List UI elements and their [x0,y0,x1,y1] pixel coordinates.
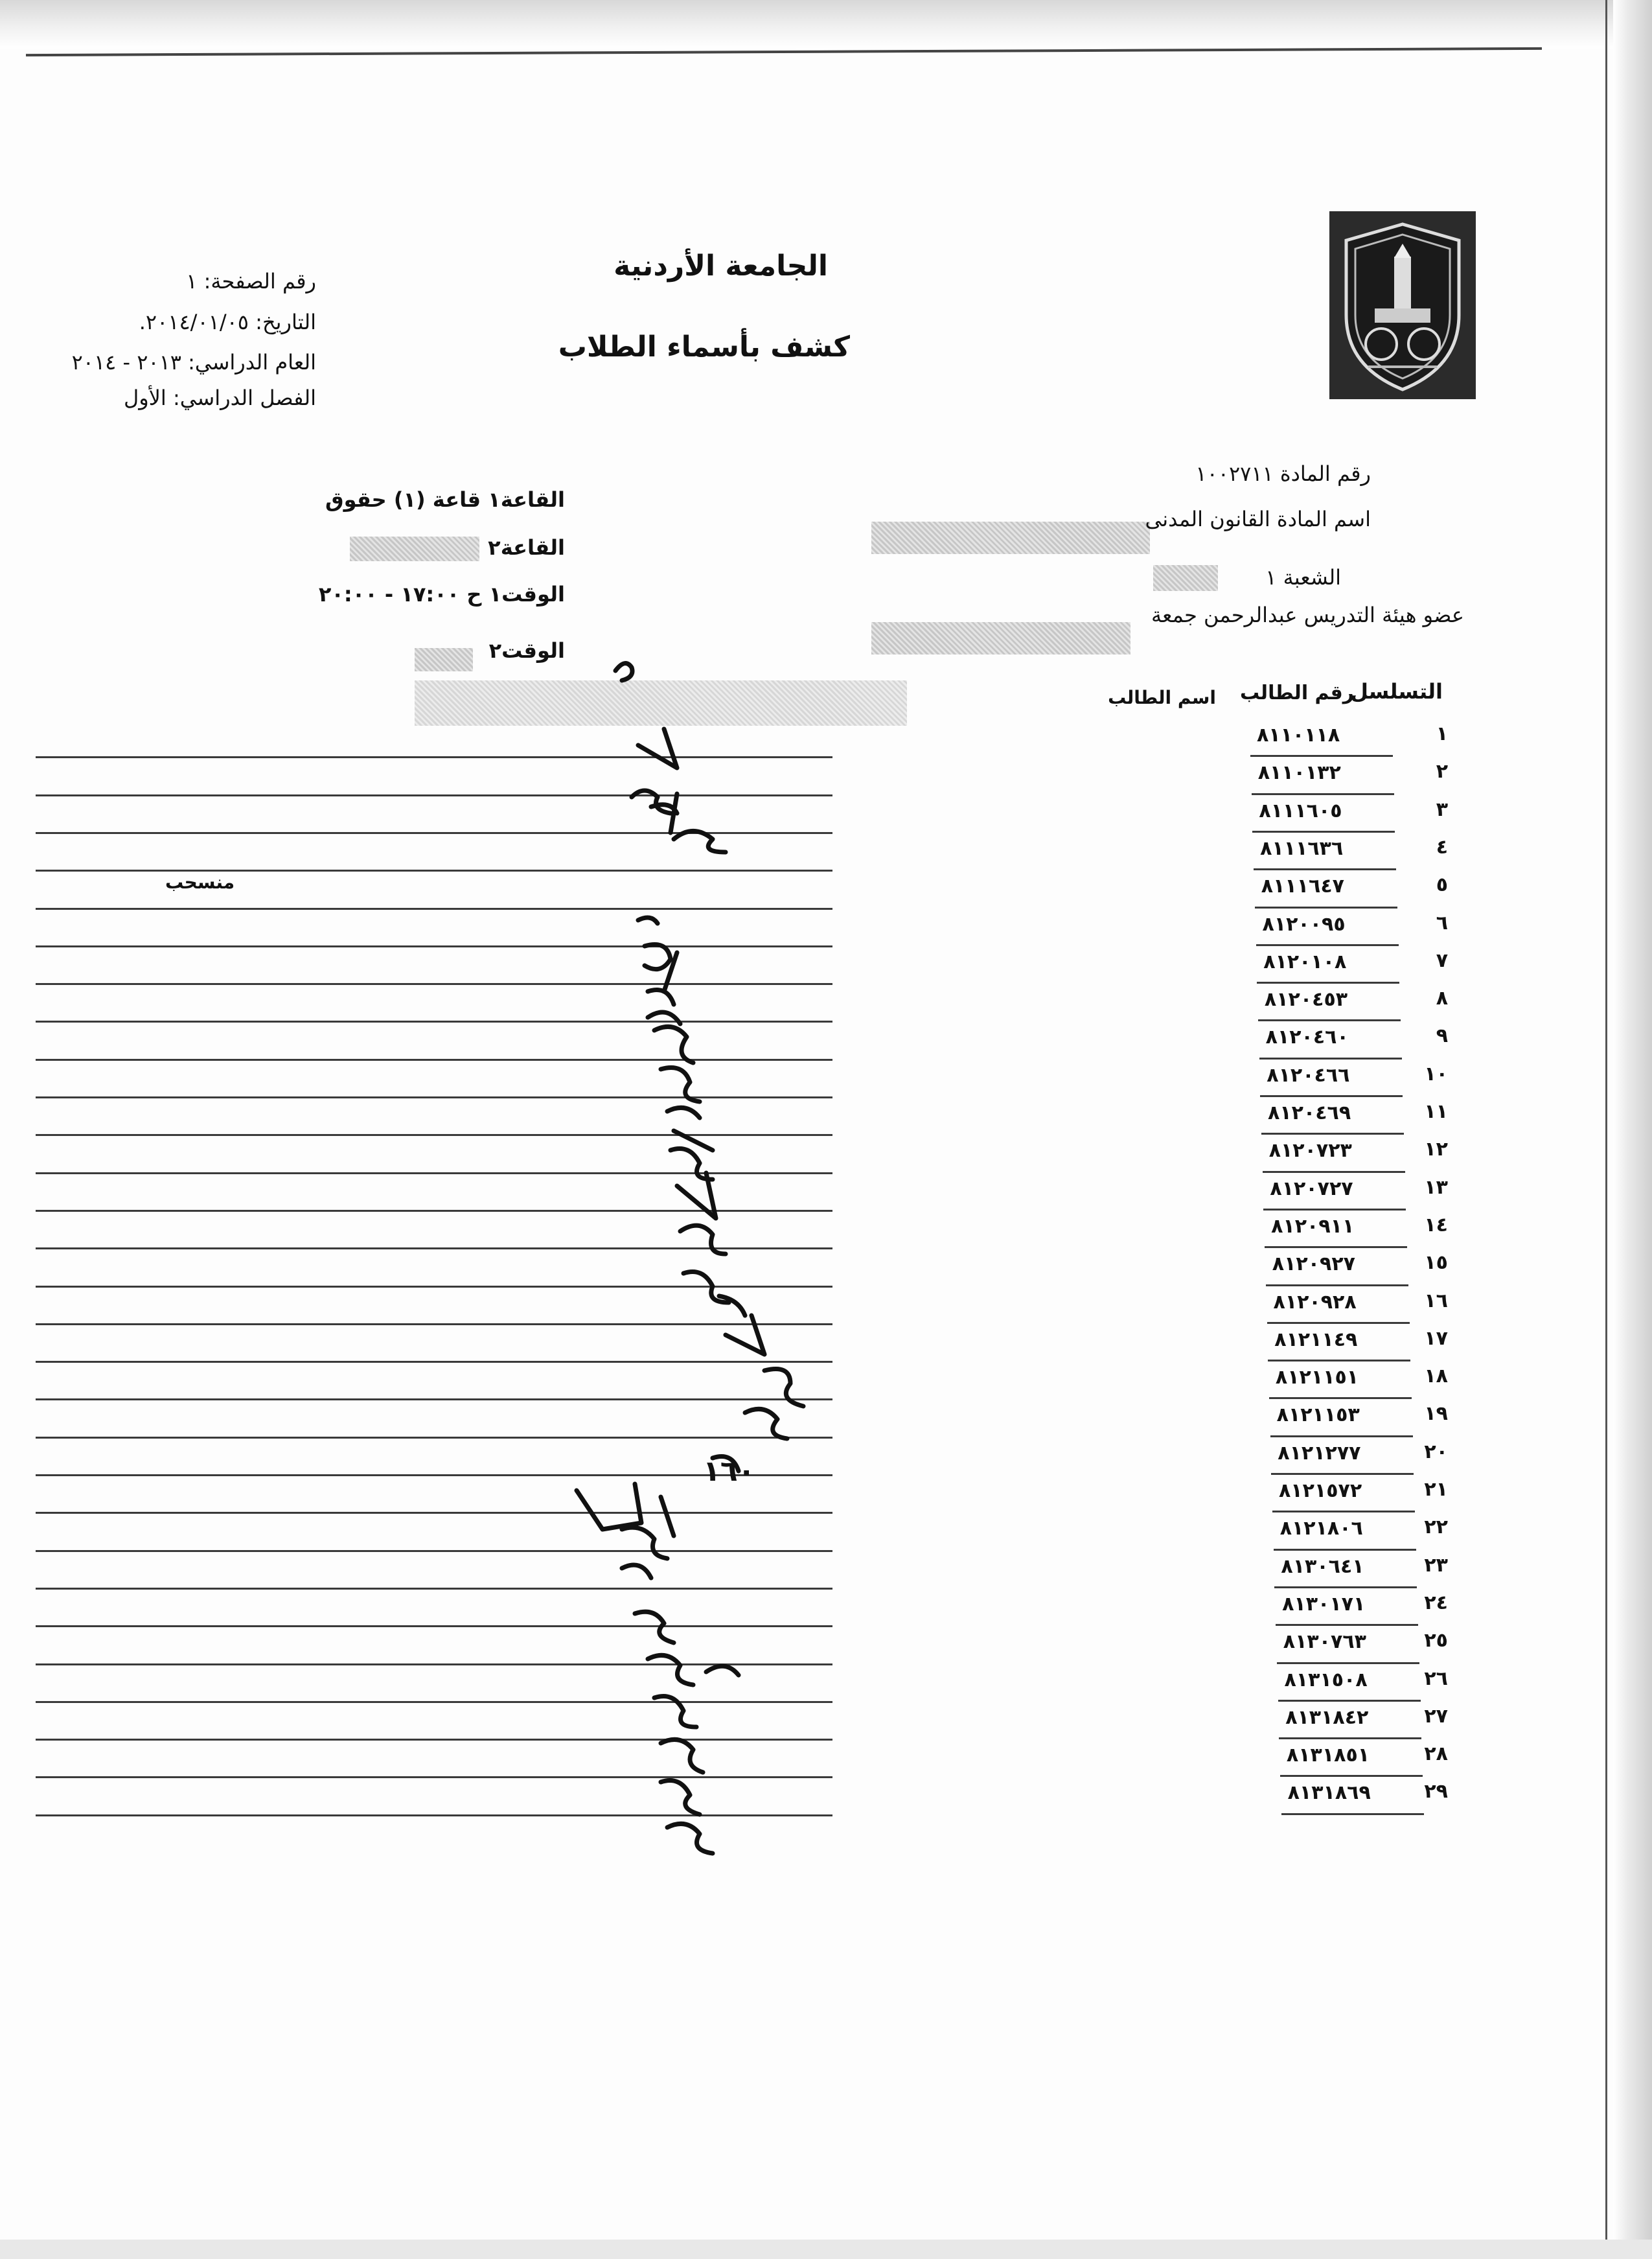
row-seq: ١٦ [1424,1289,1448,1312]
row-seq: ١٧ [1424,1326,1448,1350]
row-seq: ١٨ [1424,1365,1448,1388]
row-student-id: ٨١١١٦٣٦ [1260,837,1344,860]
row-seq: ٢٢ [1424,1516,1448,1539]
row-seq: ١١ [1424,1100,1448,1123]
row-seq: ١ [1436,723,1448,745]
row-seq: ٢٦ [1424,1667,1448,1690]
row-student-id: ٨١٢١١٥٣ [1276,1404,1360,1427]
time-2: الوقت٢ [488,638,565,663]
row-seq: ١٢ [1424,1138,1448,1161]
row-seq: ١٩ [1424,1402,1448,1426]
row-seq: ٢٧ [1424,1704,1448,1728]
course-name: اسم المادة القانون المدنى [1145,507,1371,531]
withdrawn-note: منسحب [165,872,235,893]
row-student-id: ٨١٢٠٩٢٨ [1273,1290,1357,1314]
row-seq: ٤ [1436,835,1448,859]
row-seq: ١٥ [1424,1251,1448,1275]
university-title: الجامعة الأردنية [614,249,828,283]
row-seq: ٢ [1436,760,1448,783]
row-seq: ٢٤ [1424,1591,1448,1614]
header-seq: التسلسل [1350,679,1443,704]
row-student-id: ٨١٣١٨٤٢ [1285,1706,1369,1729]
row-seq: ١٣ [1424,1176,1448,1199]
row-student-id: ٨١١٠١١٨ [1257,724,1340,747]
row-student-id: ٨١١١٦٤٧ [1261,875,1344,898]
row-seq: ٣ [1436,798,1448,821]
row-student-id: ٨١٢٠١٠٨ [1263,950,1347,973]
row-student-id: ٨١١١٦٠٥ [1259,799,1342,822]
semester: الفصل الدراسي: الأول [123,386,316,410]
row-student-id: ٨١٢١٥٧٢ [1279,1479,1362,1502]
row-student-id: ٨١٢٠٧٢٧ [1270,1177,1353,1200]
row-student-id: ٨١٢٠٠٩٥ [1262,912,1346,936]
row-student-id: ٨١٢١٨٠٦ [1279,1517,1363,1540]
row-student-id: ٨١٢٠٩٢٧ [1272,1253,1355,1276]
row-seq: ٢٠ [1424,1440,1448,1463]
row-seq: ٦ [1436,911,1448,934]
hall-1: القاعة١ قاعة (١) حقوق [325,487,565,512]
row-student-id: ٨١٣١٨٦٩ [1287,1781,1371,1805]
row-student-id: ٨١٢٠٤٦٩ [1268,1102,1351,1124]
row-student-id: ٨١٢٠٤٦٦ [1267,1063,1350,1087]
row-student-id: ٨١٢٠٤٦٠ [1265,1026,1349,1049]
hall-2: القاعة٢ [488,535,565,560]
row-student-id: ٨١٢١٢٧٧ [1278,1441,1361,1465]
row-student-id: ٨١٣٠٧٦٣ [1283,1630,1366,1654]
row-seq: ٥ [1436,874,1448,897]
row-student-id: ٨١٢١١٥١ [1275,1366,1359,1389]
course-instructor: عضو هيئة التدريس عبدالرحمن جمعة [1151,603,1464,627]
row-student-id: ٨١٣١٨٥١ [1286,1744,1370,1767]
row-student-id: ٨١١٠١٣٢ [1257,761,1341,785]
row-seq: ٢٣ [1424,1553,1448,1577]
time-1: الوقت١ ح ١٧:٠٠ - ٢٠:٠٠ [318,582,565,607]
row-student-id: ٨١٣٠١٧١ [1282,1592,1366,1616]
course-number: رقم المادة ١٠٠٢٧١١ [1195,461,1371,486]
row-seq: ١٤ [1424,1213,1448,1236]
report-title: كشف بأسماء الطلاب [558,330,850,364]
report-date: التاريخ: ٢٠١٤/٠١/٠٥. [139,310,316,334]
row-seq: ٢٨ [1424,1743,1448,1766]
row-student-id: ٨١٣١٥٠٨ [1284,1668,1368,1691]
course-section: الشعبة ١ [1265,565,1341,590]
row-seq: ٩ [1436,1025,1448,1048]
row-student-id: ٨١٢٠٧٢٣ [1268,1139,1352,1163]
academic-year: العام الدراسي: ٢٠١٣ - ٢٠١٤ [71,350,316,375]
row-student-id: ٨١٢٠٤٥٣ [1264,988,1348,1012]
row-seq: ٢١ [1424,1478,1448,1501]
row-seq: ٨ [1436,987,1448,1010]
row-student-id: ٨١٢١١٤٩ [1274,1328,1358,1351]
row-seq: ٢٥ [1424,1629,1448,1652]
row-student-id: ٨١٣٠٦٤١ [1281,1555,1364,1578]
header-student-name: اسم الطالب [1108,687,1216,708]
row-seq: ١٠ [1424,1062,1448,1085]
header-student-id: رقم الطالب [1240,682,1354,704]
svg-text:١٦٠: ١٦٠ [703,1455,755,1488]
row-seq: ٢٩ [1424,1780,1448,1803]
row-student-id: ٨١٢٠٩١١ [1271,1214,1355,1238]
page-number: رقم الصفحة: ١ [186,269,316,294]
row-seq: ٧ [1436,949,1448,972]
